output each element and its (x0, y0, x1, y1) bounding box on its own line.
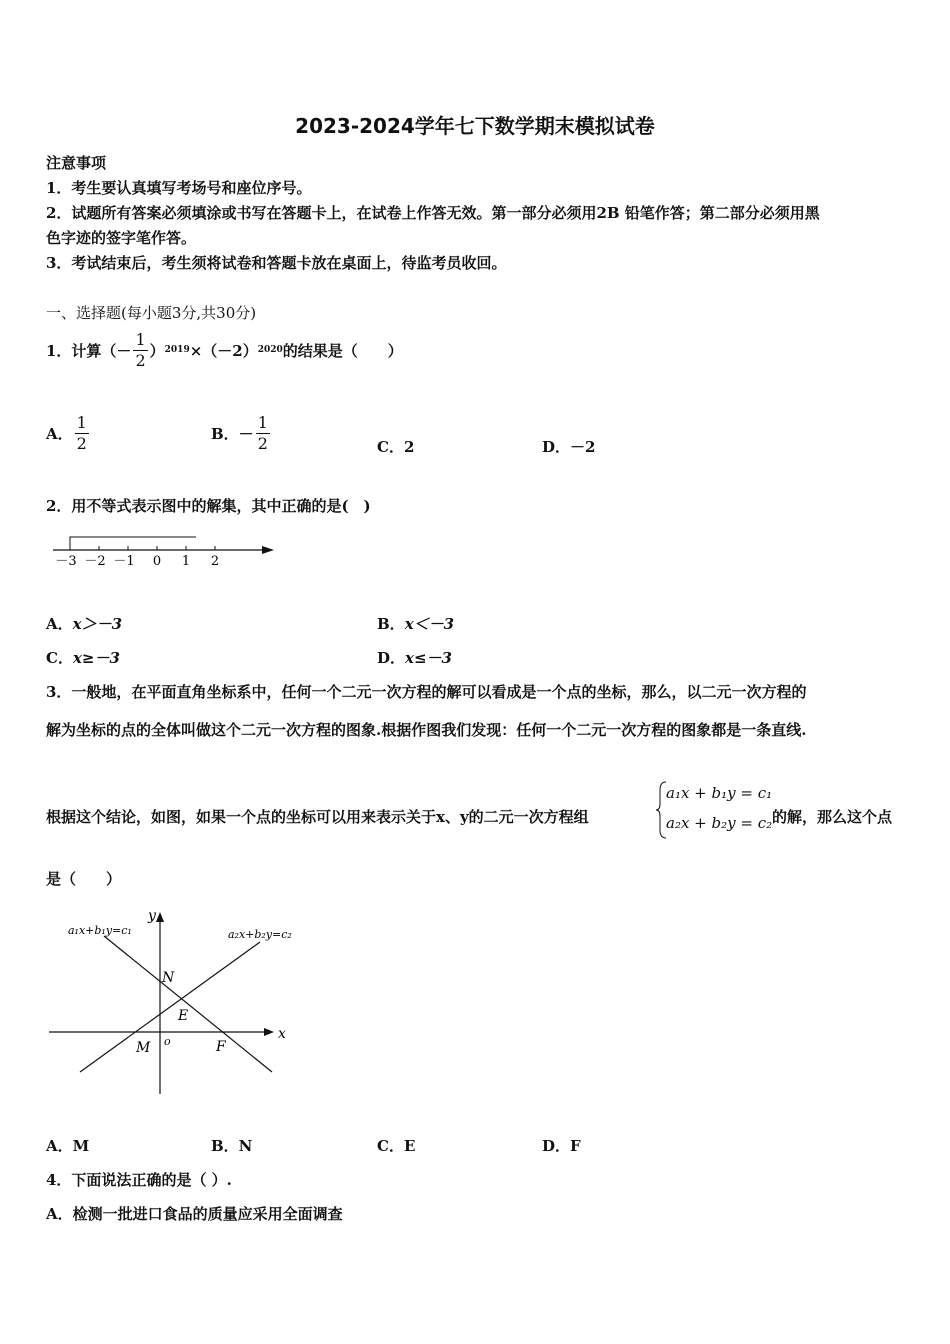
notice-item-3: 3．考试结束后，考生须将试卷和答题卡放在桌面上，待监考员收回。 (46, 254, 507, 272)
q1-option-a (46, 410, 91, 456)
q1-exponent-2: 2020 (257, 345, 283, 355)
question-3-line-1: 3．一般地，在平面直角坐标系中，任何一个二元一次方程的解可以看成是一个点的坐标，那么，以二元一次方程的 (46, 683, 807, 701)
question-1 (46, 326, 403, 374)
point-n-label: N (162, 970, 175, 986)
question-4: 4．下面说法正确的是（ ）. (46, 1171, 232, 1189)
notice-item-2: 2．试题所有答案必须填涂或书写在答题卡上，在试卷上作答无效。第一部分必须用2B 铅笔作答；第二部分必须用黑 (46, 204, 820, 222)
q1-frac-num: 1 (135, 329, 146, 349)
x-axis-arrow (264, 1028, 274, 1036)
q2-option-a-expr: x＞－3 (72, 615, 123, 633)
tick-label: －1 (113, 554, 135, 569)
q1-option-a-den: 2 (76, 433, 87, 453)
y-axis-arrow (156, 912, 164, 922)
section-title: 一、选择题(每小题3分,共30分) (46, 304, 257, 322)
point-m-label: M (136, 1040, 151, 1056)
notice-item-2-cont: 色字迹的签字笔作答。 (46, 229, 197, 247)
line-1 (104, 936, 272, 1072)
q1-option-a-num: 1 (76, 412, 87, 432)
notice-item-1: 1．考生要认真填写考场号和座位序号。 (46, 179, 312, 197)
q1-fraction (133, 330, 147, 371)
tick-label: 0 (152, 554, 162, 569)
q2-option-b (377, 613, 454, 634)
coordinate-graph (46, 902, 296, 1102)
q1-option-d: D．－2 (542, 438, 596, 456)
number-line-arrow (262, 546, 274, 554)
q2-option-a-label: A． (46, 615, 73, 633)
q1-times: ×（－2） (189, 341, 258, 360)
y-axis-label: y (148, 908, 156, 924)
q2-option-d-label: D． (377, 649, 406, 667)
equation-1: a₁x + b₁y = c₁ (666, 784, 773, 802)
q2-option-d-expr: x≤－3 (405, 649, 452, 667)
q1-frac-den: 2 (135, 350, 146, 370)
equation-system (654, 780, 773, 840)
q1-mid: ） (149, 341, 165, 360)
q1-exponent-1: 2019 (164, 345, 190, 355)
point-e-label: E (178, 1008, 189, 1024)
q1-option-a-fraction (75, 413, 89, 454)
q2-option-b-expr: x＜－3 (404, 615, 455, 633)
tick-label: 1 (181, 554, 191, 569)
question-2: 2．用不等式表示图中的解集，其中正确的是( ) (46, 497, 371, 515)
line-2-equation-label: a₂x+b₂y=c₂ (228, 928, 292, 941)
q1-option-b-num: 1 (257, 412, 268, 432)
number-line-figure (48, 530, 280, 572)
tick-label: －2 (84, 554, 106, 569)
tick-label: 2 (210, 554, 220, 569)
notice-heading: 注意事项 (46, 154, 107, 172)
solution-set-bracket (70, 537, 196, 550)
q2-option-b-label: B． (377, 615, 405, 633)
q1-option-b-fraction (256, 413, 270, 454)
q1-option-c: C．2 (377, 438, 415, 456)
q2-option-c-label: C． (46, 649, 73, 667)
line-1-equation-label: a₁x+b₁y=c₁ (68, 924, 132, 937)
q2-option-a (46, 613, 122, 634)
page-title: 2023-2024学年七下数学期末模拟试卷 (295, 114, 655, 138)
question-3-line-4: 是（ ） (46, 870, 122, 888)
q3-option-d: D．F (542, 1137, 581, 1155)
q3-option-c: C．E (377, 1137, 416, 1155)
question-3-line-3-end: 的解，那么这个点 (772, 808, 893, 826)
q1-prefix: 1．计算（－ (46, 341, 132, 360)
q2-option-d (377, 647, 452, 668)
point-f-label: F (216, 1039, 226, 1055)
q4-option-a: A．检测一批进口食品的质量应采用全面调查 (46, 1205, 343, 1223)
q1-suffix: 的结果是（ ） (282, 341, 403, 360)
q2-option-c-expr: x≥－3 (72, 649, 120, 667)
question-3-line-3: 根据这个结论，如图，如果一个点的坐标可以用来表示关于x、y的二元一次方程组 (46, 808, 589, 826)
q1-option-b-label: B．－ (211, 424, 254, 443)
x-axis-label: x (278, 1026, 286, 1042)
origin-label: o (164, 1035, 171, 1048)
q3-option-a: A．M (46, 1137, 90, 1155)
q2-option-c (46, 647, 120, 668)
tick-label: －3 (55, 554, 77, 569)
q1-option-a-label: A． (46, 424, 73, 443)
q3-option-b: B．N (211, 1137, 253, 1155)
equation-2: a₂x + b₂y = c₂ (666, 814, 773, 832)
q1-option-b (211, 410, 272, 456)
q1-option-b-den: 2 (257, 433, 268, 453)
question-3-line-2: 解为坐标的点的全体叫做这个二元一次方程的图象.根据作图我们发现：任何一个二元一次方程的图象都是一条直线. (46, 721, 807, 739)
line-2 (80, 942, 260, 1072)
